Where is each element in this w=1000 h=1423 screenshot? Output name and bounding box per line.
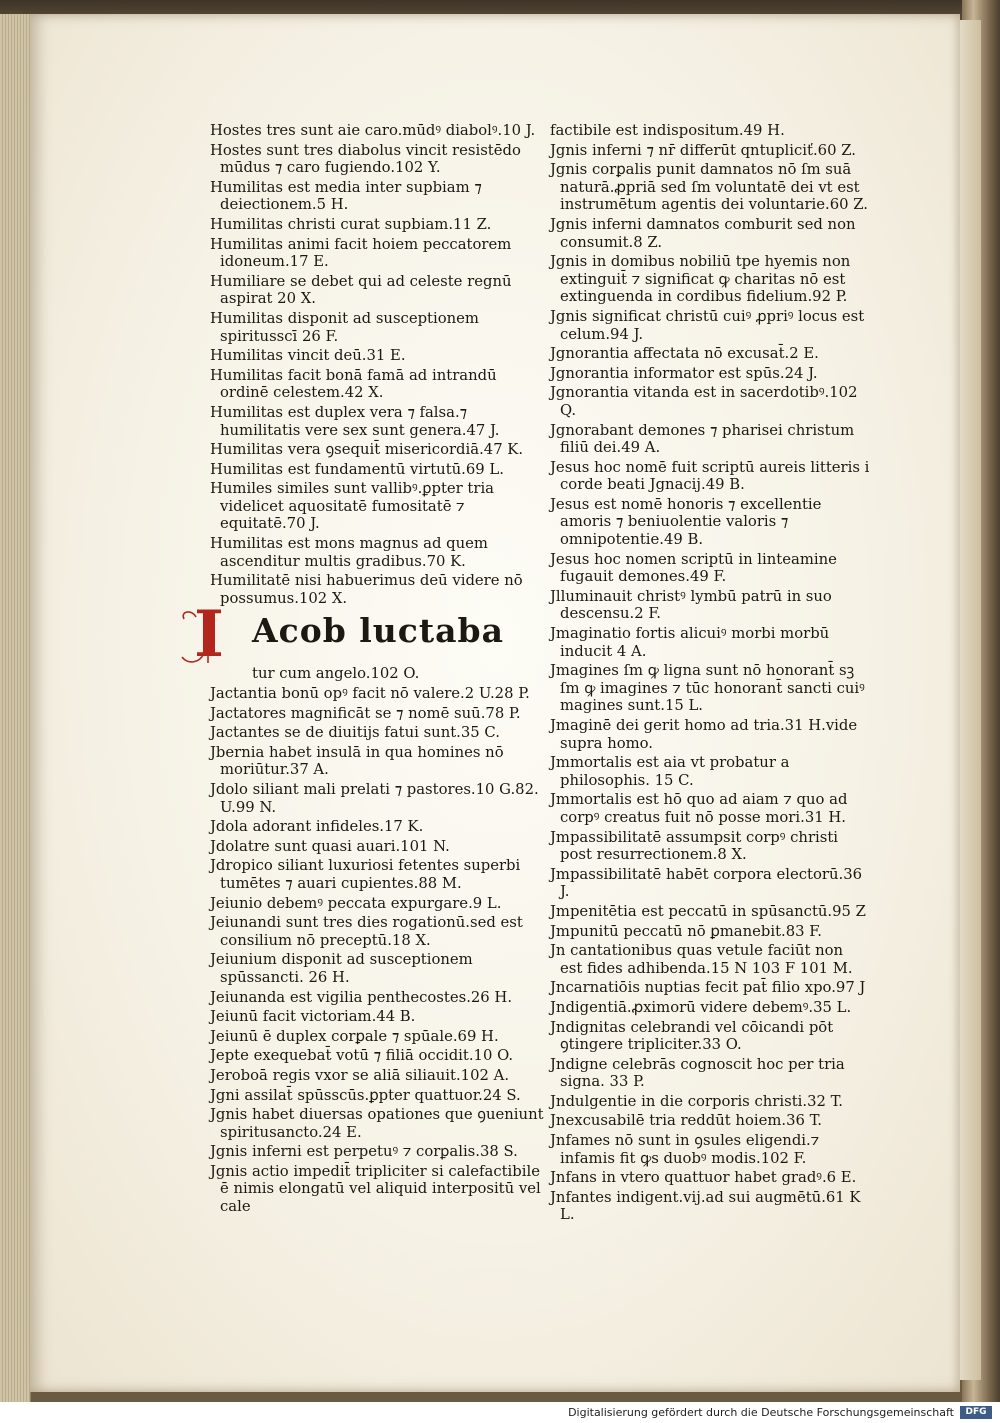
index-entry: Jeroboā regis vxor se aliā siliauit.102 A. [210,1066,510,1084]
digitization-footer [0,1402,1000,1423]
index-entry: Jndigne celebrās cognoscit hoc per tria signa. 33 P. [550,1055,845,1091]
index-entry: Jmaginatio fortis alicuiꝰ morbi morbū inducit 4 A. [550,625,830,660]
book-fore-edge [0,14,31,1402]
index-entry: Jesus est nomē honoris ⁊ excellentie amoris ⁊ beniuolentie valoris ⁊ omnipotentie.49 B. [550,495,822,549]
index-entry: Jdola adorant infideles.17 K. [210,818,424,836]
index-entry: Jgnis corꝑalis punit damnatos nō ſm suā naturā.ꝓpriā sed ſm voluntatē dei vt est instrumētum agentis dei voluntarie.60 Z. [550,161,868,214]
index-entry: Jactatores magnificāt se ⁊ nomē suū.78 P. [210,704,521,722]
index-entry: Jmaginē dei gerit homo ad tria.31 H.vide supra homo. [550,717,858,752]
left-column-entries-bottom [210,685,546,1216]
index-entry: factibile est indispositum.49 H. [550,122,785,139]
section-heading-continuation: tur cum angelo.102 O. [252,665,420,683]
index-entry: Jeiunanda est vigilia penthecostes.26 H. [210,988,513,1006]
index-entry: Jgnis inferni ⁊ nr̄ differūt qntupliciť.60 Z. [550,141,856,159]
index-entry: Humilitatē nisi habuerimus deū videre nō possumus.102 X. [210,572,523,607]
index-entry: Jndigentiā.ꝓximorū videre debemꝰ.35 L. [550,998,852,1016]
index-entry: Jgnis inferni est perpetuꝰ ⁊ corꝑalis.38 S. [210,1143,518,1161]
index-entry: Jeiunū ē duplex corꝑale ⁊ spūale.69 H. [210,1027,499,1045]
index-entry: Jmpassibilitatē assumpsit corpꝰ christi post resurrectionem.8 X. [550,828,839,864]
index-entry: Jdropico siliant luxuriosi fetentes superbi tumētes ⁊ auari cupientes.88 M. [210,857,521,892]
index-entry: Humilitas animi facit hoiem peccatorem idoneum.17 E. [210,235,512,271]
index-entry: Jactantes se de diuitijs fatui sunt.35 C. [210,724,500,742]
index-entry: Humilitas facit bonā famā ad intrandū ordinē celestem.42 X. [210,366,497,402]
index-entry: Jgnis actio impedit̄ tripliciter si calefactibile ē nimis elongatū vel aliquid interpositū vel cale [210,1162,541,1216]
index-entry: Jmagines ſm ꝙ ligna sunt nō honorant̄ sꝫ ſm ꝙ imagines ⁊ tūc honorant̄ sancti cuiꝰ magines sunt.15 L. [550,662,865,715]
index-entry: Jactantia bonū opꝰ facit nō valere.2 U.28 P. [210,685,530,703]
index-entry: Jmmortalis est hō quo ad aiam ⁊ quo ad corpꝰ creatus fuit nō posse mori.31 H. [550,791,848,826]
index-entry: Jmpunitū peccatū nō ꝑmanebit.83 F. [550,922,822,940]
index-entry: Jlluminauit christꝰ lymbū patrū in suo descensu.2 F. [550,587,832,623]
index-entry: Humilitas vera ꝯsequit̄ misericordiā.47 K. [210,441,524,459]
index-entry: Humilitas vincit deū.31 E. [210,347,406,365]
index-entry: Humilitas est duplex vera ⁊ falsa.⁊ humilitatis vere sex sunt genera.47 J. [210,403,500,439]
index-entry: Humilitas disponit ad susceptionem spiritusscī 26 F. [210,309,479,345]
index-entry: Jnfantes indigent.vij.ad sui augmētū.61 K L. [550,1188,861,1224]
index-entry: Jesus hoc nomē fuit scriptū aureis litteris i corde beati Jgnacij.49 B. [550,458,870,494]
index-entry: Hostes sunt tres diabolus vincit resistēdo mūdus ⁊ caro fugiendo.102 Y. [210,141,521,177]
index-entry: Jesus hoc nomen scriptū in linteamine fugauit demones.49 F. [550,550,837,586]
index-entry: Jgnorantia informator est spūs.24 J. [550,364,818,382]
index-entry: Jgnis significat christū cuiꝰ ꝓpriꝰ locus est celum.94 J. [550,307,865,343]
index-entry: Jgnis habet diuersas opationes que ꝯueniunt spiritusancto.24 E. [210,1106,544,1141]
index-entry: Jnexcusabilē tria reddūt hoiem.36 T. [550,1112,823,1130]
left-column-entries-top [210,122,546,607]
index-entry: Jn cantationibus quas vetule faciūt non est fides adhibenda.15 N 103 F 101 M. [550,942,853,977]
index-entry: Jmpassibilitatē habēt corpora electorū.36 J. [550,865,863,901]
index-entry: Jnfans in vtero quattuor habet gradꝰ.6 E. [550,1169,857,1187]
index-entry: Humilitas est fundamentū virtutū.69 L. [210,460,504,478]
index-entry: Jeiunū facit victoriam.44 B. [210,1008,416,1026]
index-entry: Jeiunandi sunt tres dies rogationū.sed est consilium nō preceptū.18 X. [210,914,523,949]
index-entry: Jgnis in domibus nobiliū tpe hyemis non extinguit̄ ⁊ significat ꝙ charitas nō est extinguenda in cordibus fidelium.92 P. [550,253,851,306]
book-page [30,14,960,1392]
index-entry: Humilitas christi curat supbiam.11 Z. [210,215,492,233]
index-entry: Jgnis inferni damnatos comburit sed non consumit.8 Z. [550,215,856,251]
index-entry: Humiliare se debet qui ad celeste regnū aspirat 20 X. [210,272,512,308]
section-heading: Acob luctaba [252,611,504,651]
right-column-entries [550,122,870,1224]
index-entry: Jepte exequebat̄ votū ⁊ filiā occidit.10 O. [210,1047,514,1065]
index-entry: Jndulgentie in die corporis christi.32 T. [550,1092,844,1110]
index-entry: Jgni assilat̄ spūsscūs.ꝑpter quattuor.24 S. [210,1086,521,1104]
left-column [194,122,546,1218]
index-entry: Jmpenitētia est peccatū in spūsanctū.95 Z [550,902,866,920]
adjacent-leaf [958,20,981,1380]
index-entry: Jdolo siliant mali prelati ⁊ pastores.10 G.82. U.99 N. [210,781,539,816]
index-entry: Humiles similes sunt vallibꝰ.ꝑpter tria videlicet aquositatē fumositatē ⁊ equitatē.70 J. [210,480,494,533]
index-entry: Jndignitas celebrandi vel cōicandi pōt ꝯtingere tripliciter.33 O. [550,1018,834,1054]
index-entry: Jgnorantia affectata nō excusat̄.2 E. [550,345,819,363]
index-entry: Jgnorabant demones ⁊ pharisei christum filiū dei.49 A. [550,421,855,457]
section-initial-block [194,597,546,673]
red-initial-letter: I [194,597,224,673]
index-entry: Jeiunio debemꝰ peccata expurgare.9 L. [210,894,502,912]
index-entry: Hostes tres sunt aie caro.mūdꝰ diabolꝰ.10 J. [210,122,536,139]
index-entry: Humilitas est media inter supbiam ⁊ deiectionem.5 H. [210,178,482,214]
index-entry: Humilitas est mons magnus ad quem ascenditur multis gradibus.70 K. [210,535,488,570]
index-entry: Jeiunium disponit ad susceptionem spūssancti. 26 H. [210,951,473,986]
index-entry: Jmmortalis est aia vt probatur a philosophis. 15 C. [550,754,790,789]
index-entry: Jdolatre sunt quasi auari.101 N. [210,837,450,855]
dfg-logo: DFG [960,1406,992,1419]
index-entry: Jnfames nō sunt in ꝯsules eligendi.⁊ infamis fit ꝙs duobꝰ modis.102 F. [550,1132,820,1167]
footer-credit-text: Digitalisierung gefördert durch die Deutsche Forschungsgemeinschaft [568,1406,954,1419]
index-entry: Jbernia habet insulā in qua homines nō moriūtur.37 A. [210,743,504,779]
index-entry: Jncarnatiōis nuptias fecit pat̄ filio xpo.97 J [550,979,866,997]
right-column [550,122,870,1226]
index-entry: Jgnorantia vitanda est in sacerdotibꝰ.102 Q. [550,384,858,419]
